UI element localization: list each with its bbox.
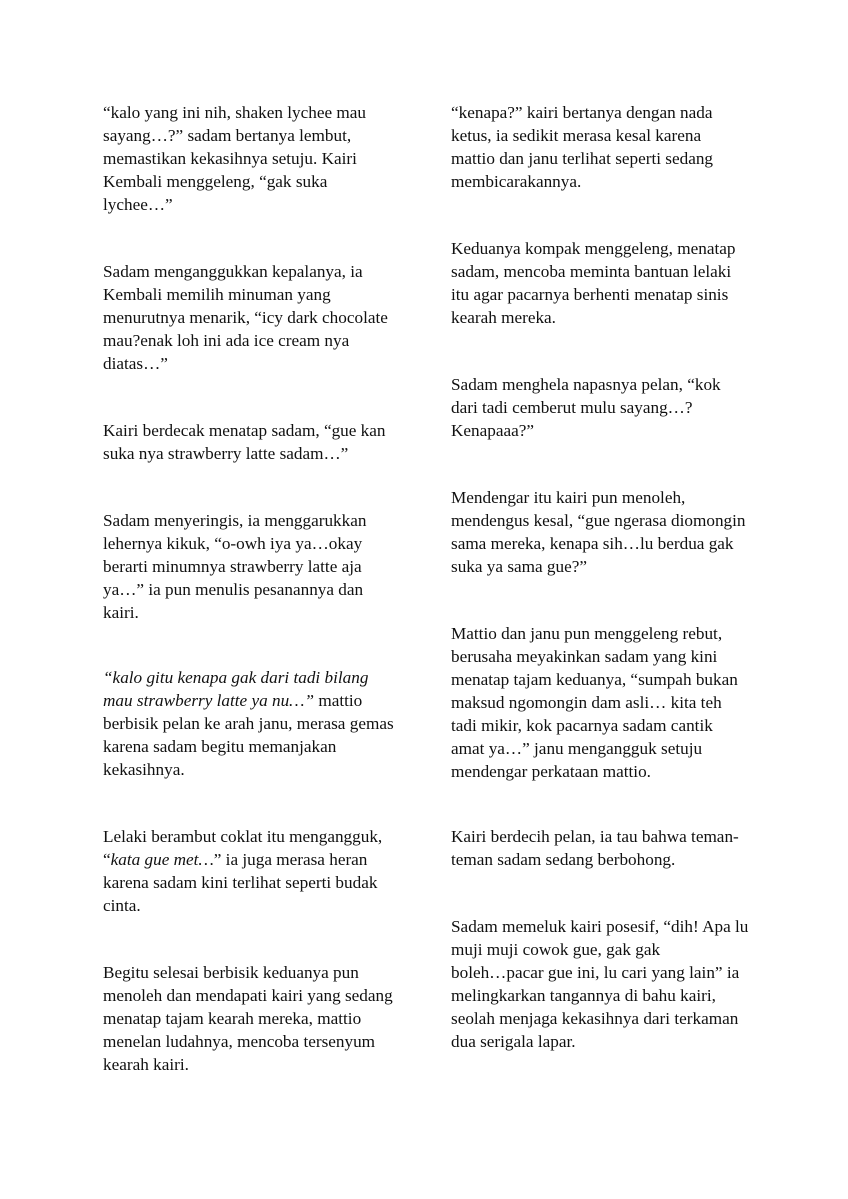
text-line: menelan ludahnya, mencoba tersenyum [103, 1032, 376, 1051]
text-line: kearah kairi. [103, 1055, 189, 1074]
text-line: Sadam menghela napasnya pelan, “kok [451, 375, 721, 394]
text-line: Kembali memilih minuman yang [103, 285, 331, 304]
text-line: Sadam menyeringis, ia menggarukkan [103, 511, 367, 530]
paragraph-right-5 [451, 622, 756, 783]
text-line: berusaha meyakinkan sadam yang kini [451, 647, 718, 666]
text-line: cinta. [103, 896, 141, 915]
paragraph-right-2 [451, 237, 756, 329]
text-line: menurutnya menarik, “icy dark chocolate [103, 308, 388, 327]
text-line: sadam, mencoba meminta bantuan lelaki [451, 262, 732, 281]
text-line: diatas…” [103, 354, 168, 373]
text-line: Kairi berdecak menatap sadam, “gue kan [103, 421, 386, 440]
text-line: tadi mikir, kok pacarnya sadam cantik [451, 716, 713, 735]
text-line: melingkarkan tangannya di bahu kairi, [451, 986, 716, 1005]
text-line: ketus, ia sedikit merasa kesal karena [451, 126, 702, 145]
text-line: Kairi berdecih pelan, ia tau bahwa teman- [451, 827, 739, 846]
text-line: memastikan kekasihnya setuju. Kairi [103, 149, 357, 168]
text-line: amat ya…” janu mengangguk setuju [451, 739, 703, 758]
paragraph-right-7 [451, 915, 756, 1053]
paragraph-right-1 [451, 101, 756, 193]
text-line: karena sadam begitu memanjakan [103, 737, 337, 756]
text-line: menatap tajam keduanya, “sumpah bukan [451, 670, 738, 689]
text-line: lychee…” [103, 195, 173, 214]
paragraph-right-3 [451, 373, 756, 442]
text-line [103, 689, 403, 712]
text-line: Lelaki berambut coklat itu mengangguk, [103, 827, 383, 846]
text-line: dua serigala lapar. [451, 1032, 576, 1051]
text-line: sama mereka, kenapa sih…lu berdua gak [451, 534, 734, 553]
text-line [103, 848, 403, 871]
text-line: Kembali menggeleng, “gak suka [103, 172, 328, 191]
text-line: kairi. [103, 603, 139, 622]
text-line: Kenapaaa?” [451, 421, 535, 440]
text-fragment: “ [103, 850, 111, 869]
text-line: suka ya sama gue?” [451, 557, 588, 576]
text-line: boleh…pacar gue ini, lu cari yang lain” ia [451, 963, 740, 982]
text-line: teman sadam sedang berbohong. [451, 850, 676, 869]
text-line: mendengar perkataan mattio. [451, 762, 651, 781]
italic-text: kata gue met… [110, 850, 214, 869]
paragraph-left-6 [103, 825, 403, 917]
paragraph-left-4 [103, 509, 403, 624]
text-line: Sadam menganggukkan kepalanya, ia [103, 262, 363, 281]
text-line: berbisik pelan ke arah janu, merasa gemas [103, 714, 394, 733]
text-line: Keduanya kompak menggeleng, menatap [451, 239, 736, 258]
text-line: suka nya strawberry latte sadam…” [103, 444, 349, 463]
text-line: mau?enak loh ini ada ice cream nya [103, 331, 350, 350]
italic-text: mau strawberry latte ya nu…” [103, 691, 315, 710]
text-line: sayang…?” sadam bertanya lembut, [103, 126, 352, 145]
text-line: mendengus kesal, “gue ngerasa diomongin [451, 511, 746, 530]
text-line: Begitu selesai berbisik keduanya pun [103, 963, 359, 982]
paragraph-left-5 [103, 666, 403, 781]
text-line: muji muji cowok gue, gak gak [451, 940, 661, 959]
text-line: dari tadi cemberut mulu sayang…? [451, 398, 693, 417]
text-line: lehernya kikuk, “o-owh iya ya…okay [103, 534, 363, 553]
text-line: itu agar pacarnya berhenti menatap sinis [451, 285, 729, 304]
text-line: membicarakannya. [451, 172, 582, 191]
text-line: karena sadam kini terlihat seperti budak [103, 873, 378, 892]
paragraph-left-3 [103, 419, 403, 465]
text-line: seolah menjaga kekasihnya dari terkaman [451, 1009, 739, 1028]
text-line: menoleh dan mendapati kairi yang sedang [103, 986, 393, 1005]
paragraph-right-6 [451, 825, 756, 871]
text-fragment: mattio [314, 691, 363, 710]
text-line: menatap tajam kearah mereka, mattio [103, 1009, 362, 1028]
paragraph-left-1 [103, 101, 403, 216]
italic-text-line: “kalo gitu kenapa gak dari tadi bilang [103, 668, 369, 687]
text-line: kearah mereka. [451, 308, 556, 327]
text-line: ya…” ia pun menulis pesanannya dan [103, 580, 364, 599]
text-line: kekasihnya. [103, 760, 185, 779]
paragraph-left-7 [103, 961, 403, 1076]
text-line: Mendengar itu kairi pun menoleh, [451, 488, 686, 507]
text-line: Sadam memeluk kairi posesif, “dih! Apa lu [451, 917, 749, 936]
text-line: maksud ngomongin dam asli… kita teh [451, 693, 722, 712]
text-line: “kenapa?” kairi bertanya dengan nada [451, 103, 713, 122]
text-line: Mattio dan janu pun menggeleng rebut, [451, 624, 723, 643]
text-line: berarti minumnya strawberry latte aja [103, 557, 362, 576]
paragraph-left-2 [103, 260, 403, 375]
paragraph-right-4 [451, 486, 756, 578]
text-line: mattio dan janu terlihat seperti sedang [451, 149, 714, 168]
text-line: “kalo yang ini nih, shaken lychee mau [103, 103, 366, 122]
text-fragment: ” ia juga merasa heran [213, 850, 368, 869]
